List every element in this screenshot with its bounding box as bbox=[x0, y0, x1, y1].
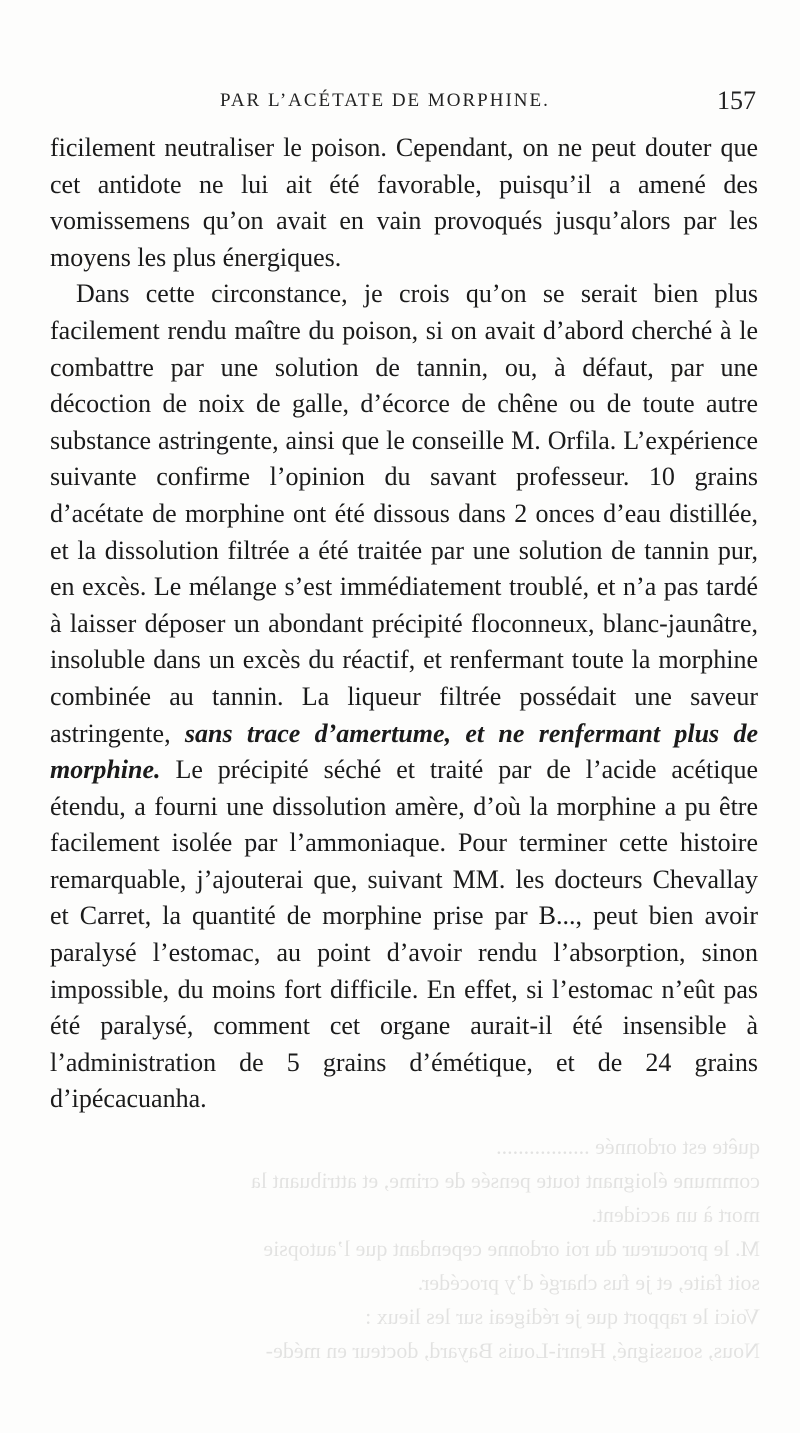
paragraph-2-part-a: Dans cette circonstance, je crois qu’on se serait bien plus facilement rendu maître du poison, si on avait d’abord cherché à le combattre par une solution de tannin, ou, à défaut, par une décoction de noix de galle, d’écorce de chêne ou de toute autre substance astringente, ainsi que le conseille M. Orfila. L’expérience suivante confirme l’opinion du savant professeur. 10 grains d’acétate de morphine ont été dissous dans 2 onces d’eau distillée, et la dissolution filtrée a été traitée par une solution de tannin pur, en excès. Le mélange s’est immédiatement troublé, et n’a pas tardé à laisser déposer un abondant précipité floconneux, blanc-jaunâtre, insoluble dans un excès du réactif, et renfermant toute la morphine combinée au tannin. La liqueur filtrée possédait une saveur astringente, bbox=[50, 279, 758, 748]
running-head: PAR L’ACÉTATE DE MORPHINE. bbox=[220, 90, 550, 111]
paragraph-2 bbox=[50, 276, 758, 1118]
page-number: 157 bbox=[717, 86, 756, 115]
paragraph-1: ficilement neutraliser le poison. Cependant, on ne peut douter que cet antidote ne lui ait été favorable, puisqu’il a amené des vomissemens qu’on avait en vain provoqués jusqu’alors par les moyens les plus énergiques. bbox=[50, 133, 758, 272]
paragraph-2-part-b: Le précipité séché et traité par de l’acide acétique étendu, a fourni une dissolution amère, d’où la morphine a pu être facilement isolée par l’ammoniaque. Pour terminer cette histoire remarquable, j’ajouterai que, suivant MM. les docteurs Chevallay et Carret, la quantité de morphine prise par B..., peut bien avoir paralysé l’estomac, au point d’avoir rendu l’absorption, sinon impossible, du moins fort difficile. En effet, si l’estomac n’eût pas été paralysé, comment cet organe aurait-il été insensible à l’administration de 5 grains d’émétique, et de 24 grains d’ipécacuanha. bbox=[50, 755, 758, 1114]
body-text bbox=[50, 130, 758, 1118]
show-through-text: quête est ordonnée ................. commune éloignant toute pensée de crime, et attribuant la mort à un accident. M. le procureur du roi ordonne cependant que l’autopsie soit faite, et je fus chargé d’y procéder. Voici le rapport que je rédigeai sur les lieux : Nous, soussigné, Henri-Louis Bayard, docteur en méde- bbox=[251, 1134, 760, 1363]
emphasized-phrase: sans trace d’amertume, et ne renfermant plus de morphine. bbox=[50, 718, 758, 785]
page-header bbox=[50, 86, 760, 122]
